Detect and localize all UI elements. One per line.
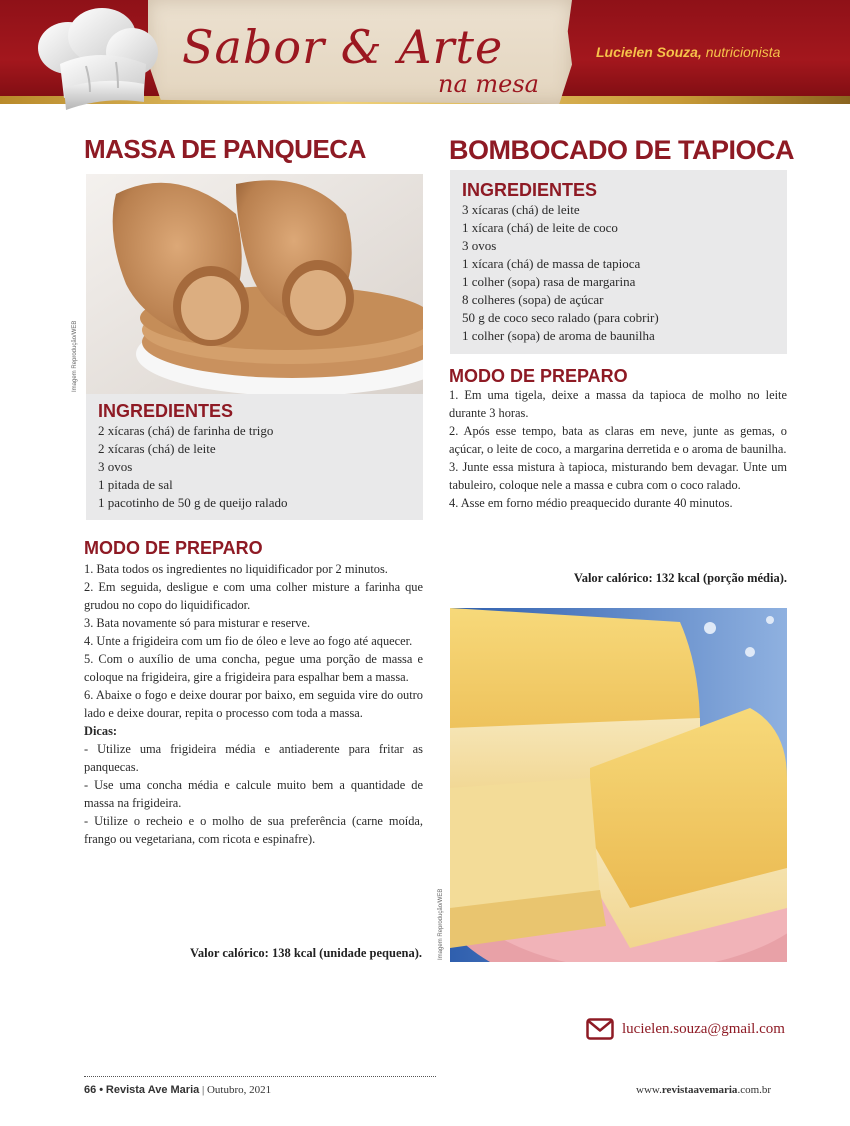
method-step: 1. Em uma tigela, deixe a massa da tapioca de molho no leite durante 3 horas. [449,388,787,420]
author-credit [596,44,780,60]
issue-date: Outubro, 2021 [206,1084,272,1096]
list-item: 3 ovos [462,238,497,253]
tapioca-method-title: MODO DE PREPARO [449,366,628,386]
tapioca-ingredients-list [462,201,775,345]
site-name: revistaavemaria [661,1084,738,1096]
tapioca-calories: Valor calórico: 132 kcal (porção média). [573,571,787,585]
tapioca-photo-credit: Imagem Reprodução/WEB [438,888,444,960]
page-header [0,0,850,112]
page-info [84,1084,271,1096]
tip-item: - Utilize o recheio e o molho de sua preferência (carne moída, frango ou vegetariana, com ricota e espinafre). [84,814,423,846]
envelope-icon [586,1018,614,1040]
site-suffix: .com.br [737,1084,772,1096]
page-info-separator: | [202,1084,205,1096]
list-item: 3 xícaras (chá) de leite [462,202,580,217]
method-step: 2. Em seguida, desligue e com uma colher misture a farinha que grudou no copo do liquidificador. [84,580,423,612]
chef-hat-icon [20,6,168,110]
email-address[interactable]: lucielen.souza@gmail.com [622,1020,785,1037]
footer-divider [84,1076,436,1077]
method-step: 4. Asse em forno médio preaquecido durante 40 minutos. [449,496,733,510]
list-item: 1 pitada de sal [98,477,173,492]
site-prefix: www. [636,1084,662,1096]
list-item: 1 colher (sopa) de aroma de baunilha [462,328,655,343]
pancake-photo-credit: Imagem Reprodução/WEB [72,320,78,392]
tapioca-image [450,608,787,962]
method-step: 2. Após esse tempo, bata as claras em neve, junte as gemas, o açúcar, o leite de coco, a margarina derretida e o aroma de baunilha. [449,424,787,456]
tapioca-ingredients-box [450,170,787,354]
logo-sub-text: na mesa [438,70,539,98]
pancake-ingredients-list [98,422,411,512]
author-role: nutricionista [705,44,781,60]
page-number: 66 • [84,1084,104,1096]
pancake-ingredients-title: INGREDIENTES [98,401,234,421]
tips-title: Dicas: [84,724,118,738]
pancake-method-text [84,560,423,848]
list-item: 8 colheres (sopa) de açúcar [462,292,604,307]
pancake-ingredients-box [86,394,423,520]
method-step: 5. Com o auxílio de uma concha, pegue uma porção de massa e coloque na frigideira, gire a frigideira para espalhar bem a massa. [84,652,423,684]
method-step: 3. Junte essa mistura à tapioca, misturando bem devagar. Unte um tabuleiro, coloque nele a massa e cubra com o coco ralado. [449,460,787,492]
recipe-title-pancake: MASSA DE PANQUECA [84,134,366,164]
tapioca-method-text [449,386,787,512]
magazine-name: Revista Ave Maria [105,1084,200,1096]
list-item: 1 xícara (chá) de leite de coco [462,220,618,235]
list-item: 1 xícara (chá) de massa de tapioca [462,256,641,271]
website-link[interactable] [636,1084,771,1096]
pancake-calories: Valor calórico: 138 kcal (unidade pequena). [190,946,422,960]
author-email[interactable] [586,1016,785,1042]
tapioca-ingredients-title: INGREDIENTES [462,180,598,200]
list-item: 1 pacotinho de 50 g de queijo ralado [98,495,288,510]
list-item: 2 xícaras (chá) de farinha de trigo [98,423,274,438]
pancake-photo [86,174,423,394]
list-item: 3 ovos [98,459,133,474]
method-step: 6. Abaixe o fogo e deixe dourar por baixo, em seguida vire do outro lado e deixe dourar, repita o processo com toda a massa. [84,688,423,720]
tip-item: - Utilize uma frigideira média e antiaderente para fritar as panquecas. [84,742,423,774]
tapioca-photo [450,608,787,962]
list-item: 50 g de coco seco ralado (para cobrir) [462,310,659,325]
tip-item: - Use uma concha média e calcule muito bem a quantidade de massa na frigideira. [84,778,423,810]
method-step: 4. Unte a frigideira com um fio de óleo e leve ao fogo até aquecer. [84,634,413,648]
author-name: Lucielen Souza, [596,44,702,60]
method-step: 3. Bata novamente só para misturar e reserve. [84,616,311,630]
pancake-method-title: MODO DE PREPARO [84,538,263,558]
pancake-image [86,174,423,394]
list-item: 2 xícaras (chá) de leite [98,441,216,456]
list-item: 1 colher (sopa) rasa de margarina [462,274,636,289]
section-logo [182,20,562,100]
recipe-title-tapioca: BOMBOCADO DE TAPIOCA [449,135,794,165]
method-step: 1. Bata todos os ingredientes no liquidificador por 2 minutos. [84,562,388,576]
logo-main-text: Sabor & Arte [182,20,504,74]
